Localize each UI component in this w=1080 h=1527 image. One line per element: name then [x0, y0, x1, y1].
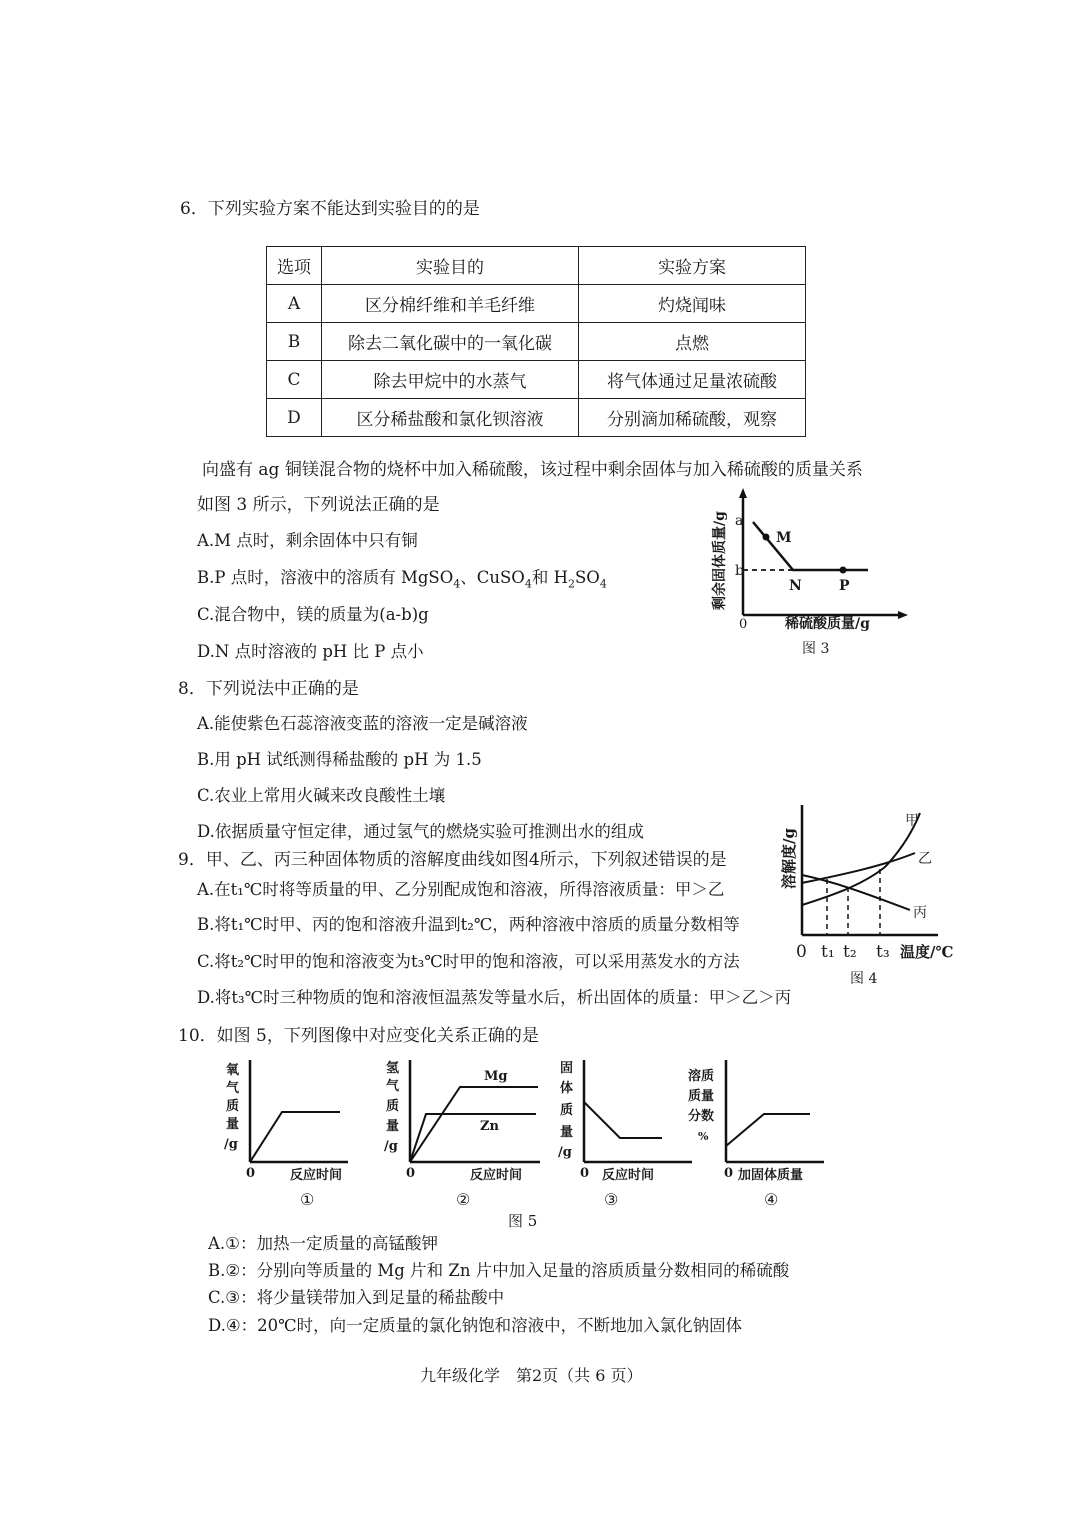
- fig4-origin: 0: [796, 942, 807, 962]
- g3-ylabel-5: /g: [558, 1145, 572, 1160]
- g3-xlabel: 反应时间: [602, 1168, 655, 1183]
- q8-option-c: C.农业上常用火碱来改良酸性土壤: [197, 786, 446, 805]
- fig4-label-jia: 甲: [905, 813, 919, 829]
- q7-option-b: B.P 点时，溶液中的溶质有 MgSO$_4$、CuSO$_4$和 $H_2SO_4$: [197, 568, 607, 591]
- q7-option-d: D.N 点时溶液的 pH 比 P 点小: [197, 642, 424, 661]
- q6-table: [266, 246, 806, 437]
- fig3-caption: 图 3: [802, 641, 830, 657]
- g2-ylabel-2: 气: [386, 1079, 400, 1094]
- graph-2: [378, 1052, 548, 1212]
- q8-stem: 8．下列说法中正确的是: [178, 679, 359, 699]
- table-header-row: [267, 247, 806, 285]
- fig4-caption: 图 4: [850, 971, 878, 987]
- fig4-tick-t2: t₂: [843, 942, 857, 962]
- q8-option-b: B.用 pH 试纸测得稀盐酸的 pH 为 1.5: [197, 750, 482, 769]
- fig3-curve: [753, 522, 868, 570]
- g2-xlabel: 反应时间: [470, 1168, 523, 1183]
- g3-curve: [584, 1102, 662, 1138]
- fig3-label-b: b: [735, 563, 744, 579]
- g1-ylabel-3: 质: [226, 1099, 240, 1114]
- g4-curve: [726, 1114, 810, 1146]
- q9-option-b: B.将t₁℃时甲、丙的饱和溶液升温到t₂℃，两种溶液中溶质的质量分数相等: [197, 915, 740, 934]
- g1-ylabel-2: 气: [226, 1081, 240, 1096]
- q7-option-b-text3: 和 H: [531, 568, 568, 587]
- fig3-point-p: [840, 567, 847, 574]
- figure-4: [770, 795, 970, 995]
- g4-ylabel-3: 分数: [688, 1109, 715, 1124]
- table-row: [267, 323, 806, 361]
- g2-ylabel-4: 量: [386, 1119, 400, 1134]
- g1-ylabel-4: 量: [226, 1117, 240, 1132]
- table-cell: 区分棉纤维和羊毛纤维: [322, 285, 579, 323]
- fig4-label-bing: 丙: [913, 905, 927, 921]
- g2-label-zn: Zn: [480, 1119, 499, 1134]
- g3-ylabel-1: 固: [560, 1061, 574, 1076]
- q10-option-d: D.④：20℃时，向一定质量的氯化钠饱和溶液中，不断地加入氯化钠固体: [208, 1316, 743, 1335]
- g3-ylabel-2: 体: [560, 1081, 574, 1096]
- fig3-point-m: [763, 534, 770, 541]
- graph-1: [218, 1052, 368, 1212]
- q10-option-a: A.①：加热一定质量的高锰酸钾: [208, 1234, 438, 1253]
- table-cell: 除去二氧化碳中的一氧化碳: [322, 323, 579, 361]
- g2-curve-zn: [410, 1114, 536, 1162]
- table-header: 选项: [267, 247, 322, 285]
- table-cell: D: [267, 399, 322, 437]
- page-footer: 九年级化学 第2页（共 6 页）: [420, 1366, 643, 1385]
- q8-option-a: A.能使紫色石蕊溶液变蓝的溶液一定是碱溶液: [197, 714, 528, 733]
- g1-number: ①: [300, 1190, 315, 1209]
- fig3-x-arrow: [898, 611, 908, 619]
- g2-curve-mg: [410, 1087, 538, 1162]
- q7-option-b-text2: 、CuSO: [460, 568, 525, 587]
- g4-number: ④: [764, 1190, 779, 1209]
- table-row: [267, 399, 806, 437]
- q8-option-d: D.依据质量守恒定律，通过氢气的燃烧实验可推测出水的组成: [197, 822, 644, 841]
- fig3-y-arrow: [739, 488, 747, 498]
- table-cell: 灼烧闻味: [579, 285, 806, 323]
- q9-option-c: C.将t₂℃时甲的饱和溶液变为t₃℃时甲的饱和溶液，可以采用蒸发水的方法: [197, 952, 740, 971]
- g3-number: ③: [604, 1190, 619, 1209]
- q10-stem: 10．如图 5，下列图像中对应变化关系正确的是: [178, 1026, 539, 1046]
- fig3-label-m: M: [776, 530, 792, 546]
- fig3-label-a: a: [735, 513, 744, 529]
- table-cell: B: [267, 323, 322, 361]
- g1-origin: 0: [246, 1166, 256, 1181]
- table-cell: 点燃: [579, 323, 806, 361]
- q7-option-b-text: B.P 点时，溶液中的溶质有 MgSO: [197, 568, 454, 587]
- q9-option-a: A.在t₁℃时将等质量的甲、乙分别配成饱和溶液，所得溶液质量：甲＞乙: [197, 880, 725, 899]
- g1-xlabel: 反应时间: [290, 1168, 343, 1183]
- q7-option-a: A.M 点时，剩余固体中只有铜: [197, 531, 418, 550]
- graph-3: [552, 1052, 702, 1212]
- fig4-label-yi: 乙: [918, 851, 932, 867]
- fig4-xlabel: 温度/℃: [900, 943, 954, 961]
- g4-ylabel-1: 溶质: [688, 1069, 715, 1084]
- g3-ylabel-3: 质: [560, 1103, 574, 1118]
- g2-ylabel-3: 质: [386, 1099, 400, 1114]
- table-cell: 分别滴加稀硫酸，观察: [579, 399, 806, 437]
- g2-ylabel-1: 氢: [386, 1061, 400, 1076]
- fig3-label-n: N: [789, 578, 802, 594]
- g3-origin: 0: [580, 1166, 590, 1181]
- figure-5-caption: 图 5: [508, 1212, 538, 1230]
- table-cell: A: [267, 285, 322, 323]
- table-row: [267, 361, 806, 399]
- table-row: [267, 285, 806, 323]
- figure-3: [700, 480, 920, 660]
- q10-option-c: C.③：将少量镁带加入到足量的稀盐酸中: [208, 1288, 505, 1307]
- fig3-label-p: P: [839, 578, 850, 594]
- table-cell: 区分稀盐酸和氯化钡溶液: [322, 399, 579, 437]
- q6-stem: 6．下列实验方案不能达到实验目的的是: [180, 199, 480, 219]
- q7-stem-line1: 向盛有 ag 铜镁混合物的烧杯中加入稀硫酸，该过程中剩余固体与加入稀硫酸的质量关系: [202, 460, 863, 480]
- g2-ylabel-5: /g: [384, 1139, 398, 1154]
- g4-ylabel-2: 质量: [688, 1089, 715, 1104]
- fig4-tick-t1: t₁: [821, 942, 835, 962]
- g2-origin: 0: [406, 1166, 416, 1181]
- table-header: 实验目的: [322, 247, 579, 285]
- fig3-ylabel: 剩余固体质量/g: [712, 511, 728, 610]
- fig3-origin: 0: [739, 617, 748, 632]
- q7-option-b-text4: SO: [574, 568, 600, 587]
- g1-ylabel-1: 氧: [226, 1063, 240, 1078]
- g2-label-mg: Mg: [484, 1069, 508, 1084]
- g1-ylabel-5: /g: [224, 1137, 238, 1152]
- q9-stem: 9．甲、乙、丙三种固体物质的溶解度曲线如图4所示，下列叙述错误的是: [178, 850, 727, 870]
- g1-curve: [250, 1112, 340, 1162]
- table-header: 实验方案: [579, 247, 806, 285]
- g3-ylabel-4: 量: [560, 1125, 574, 1140]
- q10-option-b: B.②：分别向等质量的 Mg 片和 Zn 片中加入足量的溶质质量分数相同的稀硫酸: [208, 1261, 790, 1280]
- g2-number: ②: [456, 1190, 471, 1209]
- q7-option-c: C.混合物中，镁的质量为(a-b)g: [197, 605, 429, 624]
- fig4-ylabel: 溶解度/g: [780, 828, 798, 889]
- fig3-xlabel: 稀硫酸质量/g: [785, 616, 870, 632]
- q9-option-d: D.将t₃℃时三种物质的饱和溶液恒温蒸发等量水后，析出固体的质量：甲＞乙＞丙: [197, 988, 792, 1007]
- q7-stem-line2: 如图 3 所示，下列说法正确的是: [197, 495, 440, 515]
- table-cell: 将气体通过足量浓硫酸: [579, 361, 806, 399]
- g4-ylabel-4: %: [698, 1130, 709, 1143]
- table-cell: C: [267, 361, 322, 399]
- g4-origin: 0: [724, 1166, 734, 1181]
- fig4-tick-t3: t₃: [876, 942, 890, 962]
- g4-xlabel: 加固体质量: [738, 1168, 804, 1183]
- table-cell: 除去甲烷中的水蒸气: [322, 361, 579, 399]
- graph-4: [684, 1052, 834, 1212]
